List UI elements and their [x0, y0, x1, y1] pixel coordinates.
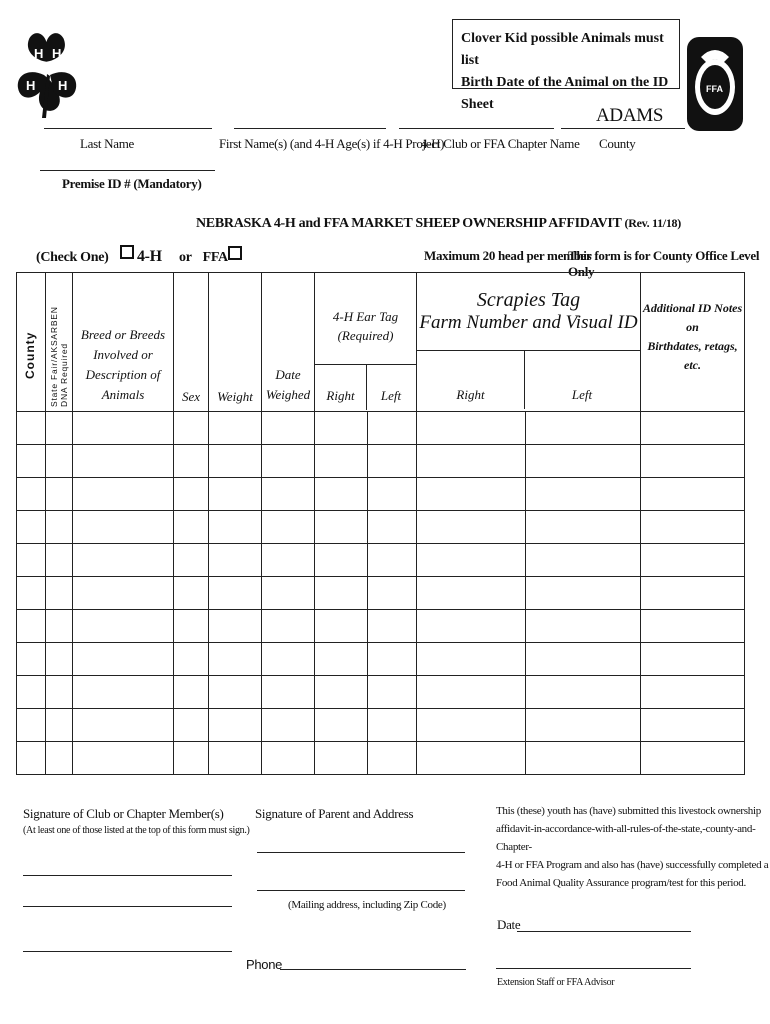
- club-name-label: 4-H Club or FFA Chapter Name: [421, 136, 580, 151]
- cell-breed[interactable]: [73, 742, 174, 775]
- sheep-ownership-table: [16, 272, 745, 775]
- check-one-row: [36, 248, 242, 266]
- cell-eartag-right[interactable]: [315, 643, 368, 676]
- cell-breed[interactable]: [73, 412, 174, 445]
- ffa-option-label: FFA: [202, 250, 228, 265]
- check-one-label: (Check One): [36, 250, 109, 265]
- cell-eartag-left[interactable]: [368, 742, 417, 775]
- col-notes-header: [641, 273, 745, 412]
- col-scrapie-header: [417, 273, 641, 412]
- cell-eartag-left[interactable]: [368, 577, 417, 610]
- cell-eartag-left[interactable]: [368, 643, 417, 676]
- cell-state-fair[interactable]: [46, 643, 73, 676]
- cell-state-fair[interactable]: [46, 412, 73, 445]
- cell-notes[interactable]: [641, 445, 745, 478]
- member-signature-line-2[interactable]: [23, 906, 232, 907]
- col-breed-header: [73, 273, 174, 412]
- last-name-line[interactable]: [44, 128, 212, 129]
- cell-weight[interactable]: [209, 412, 262, 445]
- cell-county[interactable]: [17, 577, 46, 610]
- col-breed-label-2: Involved or: [93, 347, 153, 362]
- county-office-note: This form is for County Office Level Only: [568, 248, 760, 279]
- cell-weight[interactable]: [209, 742, 262, 775]
- cell-scrapie-right[interactable]: [417, 544, 526, 577]
- cell-date[interactable]: [262, 709, 315, 742]
- max-head-note: Maximum 20 head per member: [424, 248, 592, 263]
- svg-text:H: H: [58, 78, 68, 93]
- cell-eartag-left[interactable]: [368, 676, 417, 709]
- statement-line-1: This (these) youth has (have) submitted this livestock ownership: [496, 805, 761, 817]
- cell-state-fair[interactable]: [46, 742, 73, 775]
- cell-notes[interactable]: [641, 511, 745, 544]
- premise-id-label: Premise ID # (Mandatory): [62, 176, 202, 191]
- cell-eartag-left[interactable]: [368, 412, 417, 445]
- statement-line-3: 4-H or FFA Program and also has (have) successfully completed a: [496, 859, 769, 871]
- cell-weight[interactable]: [209, 577, 262, 610]
- cell-notes[interactable]: [641, 742, 745, 775]
- county-value: ADAMS: [596, 105, 664, 126]
- certification-statement: [496, 802, 770, 892]
- cell-scrapie-left[interactable]: [526, 544, 641, 577]
- cell-county[interactable]: [17, 478, 46, 511]
- cell-county[interactable]: [17, 610, 46, 643]
- date-line[interactable]: [517, 931, 691, 932]
- cell-weight[interactable]: [209, 511, 262, 544]
- col-breed-label-4: Animals: [101, 387, 145, 402]
- cell-eartag-left[interactable]: [368, 709, 417, 742]
- cell-breed[interactable]: [73, 643, 174, 676]
- cell-date[interactable]: [262, 577, 315, 610]
- cell-sex[interactable]: [174, 577, 209, 610]
- cell-state-fair[interactable]: [46, 610, 73, 643]
- notice-line-2: Birth Date of the Animal on the ID Sheet: [461, 75, 669, 112]
- parent-signature-line[interactable]: [257, 852, 465, 853]
- cell-scrapie-left[interactable]: [526, 445, 641, 478]
- cell-notes[interactable]: [641, 412, 745, 445]
- parent-signature-label: Signature of Parent and Address: [255, 806, 414, 821]
- member-signature-label: Signature of Club or Chapter Member(s): [23, 806, 224, 821]
- mailing-address-note: (Mailing address, including Zip Code): [288, 899, 446, 911]
- cell-county[interactable]: [17, 445, 46, 478]
- col-eartag-header: [315, 273, 417, 412]
- col-county-header: [17, 273, 46, 412]
- extension-staff-label: Extension Staff or FFA Advisor: [497, 977, 615, 988]
- last-name-label: Last Name: [80, 136, 134, 151]
- form-title-main: NEBRASKA 4-H and FFA MARKET SHEEP OWNERSHIP AFFIDAVIT: [196, 216, 622, 231]
- cell-state-fair[interactable]: [46, 511, 73, 544]
- date-label: Date: [497, 917, 521, 932]
- table-row: [17, 577, 745, 610]
- cell-breed[interactable]: [73, 610, 174, 643]
- member-signature-note: (At least one of those listed at the top of this form must sign.): [23, 825, 250, 836]
- cell-eartag-left[interactable]: [368, 478, 417, 511]
- premise-id-line[interactable]: [40, 170, 215, 171]
- table-row: [17, 742, 745, 775]
- clover-kid-notice-box: [452, 19, 680, 112]
- cell-county[interactable]: [17, 511, 46, 544]
- cell-state-fair[interactable]: [46, 478, 73, 511]
- cell-breed[interactable]: [73, 577, 174, 610]
- form-revision: (Rev. 11/18): [624, 216, 681, 230]
- cell-sex[interactable]: [174, 610, 209, 643]
- scrapie-left-label: Left: [571, 387, 593, 402]
- cell-breed[interactable]: [73, 511, 174, 544]
- cell-state-fair[interactable]: [46, 676, 73, 709]
- first-name-label: First Name(s) (and 4-H Age(s) if 4-H Project): [219, 136, 445, 151]
- cell-weight[interactable]: [209, 544, 262, 577]
- cell-eartag-left[interactable]: [368, 610, 417, 643]
- phone-line[interactable]: [280, 969, 466, 970]
- cell-breed[interactable]: [73, 544, 174, 577]
- cell-scrapie-right[interactable]: [417, 511, 526, 544]
- col-weight-header: Weight: [209, 273, 262, 412]
- cell-notes[interactable]: [641, 643, 745, 676]
- notice-line-1: Clover Kid possible Animals must list: [461, 31, 664, 68]
- parent-address-line[interactable]: [257, 890, 465, 891]
- col-state-fair-label-1: State Fair/AKSARBEN: [49, 306, 59, 407]
- cell-eartag-right[interactable]: [315, 709, 368, 742]
- cell-date[interactable]: [262, 478, 315, 511]
- table-row: [17, 445, 745, 478]
- col-breed-label-1: Breed or Breeds: [80, 327, 166, 342]
- col-date-label-2: Weighed: [265, 387, 311, 402]
- 4h-option-label: 4-H: [136, 248, 162, 265]
- statement-line-2: affidavit-in-accordance-with-all-rules-of-the-state,-county-and-Chapter-: [496, 823, 756, 853]
- scrapie-label-2: Farm Number and Visual ID: [419, 312, 638, 333]
- eartag-left-label: Left: [380, 388, 402, 403]
- cell-scrapie-left[interactable]: [526, 643, 641, 676]
- cell-county[interactable]: [17, 643, 46, 676]
- cell-county[interactable]: [17, 544, 46, 577]
- or-label: or: [179, 250, 192, 265]
- cell-scrapie-left[interactable]: [526, 577, 641, 610]
- cell-sex[interactable]: [174, 709, 209, 742]
- member-signature-line-3[interactable]: [23, 951, 232, 952]
- table-row: [17, 544, 745, 577]
- cell-scrapie-left[interactable]: [526, 610, 641, 643]
- cell-state-fair[interactable]: [46, 445, 73, 478]
- club-name-line[interactable]: [399, 128, 554, 129]
- cell-eartag-right[interactable]: [315, 676, 368, 709]
- notes-label-2: Birthdates, retags, etc.: [647, 339, 738, 372]
- svg-text:H: H: [26, 78, 36, 93]
- cell-weight[interactable]: [209, 445, 262, 478]
- cell-date[interactable]: [262, 643, 315, 676]
- cell-state-fair[interactable]: [46, 544, 73, 577]
- cell-scrapie-left[interactable]: [526, 511, 641, 544]
- svg-text:H: H: [34, 46, 44, 61]
- cell-eartag-right[interactable]: [315, 511, 368, 544]
- county-label: County: [599, 136, 636, 151]
- cell-eartag-left[interactable]: [368, 544, 417, 577]
- cell-date[interactable]: [262, 676, 315, 709]
- eartag-right-label: Right: [315, 365, 367, 410]
- cell-date[interactable]: [262, 445, 315, 478]
- cell-scrapie-left[interactable]: [526, 478, 641, 511]
- table-row: [17, 676, 745, 709]
- cell-scrapie-right[interactable]: [417, 709, 526, 742]
- cell-date[interactable]: [262, 610, 315, 643]
- cell-scrapie-right[interactable]: [417, 577, 526, 610]
- cell-weight[interactable]: [209, 610, 262, 643]
- col-state-fair-label-2: DNA Required: [59, 343, 69, 407]
- eartag-label-2: (Required): [337, 328, 394, 343]
- table-row: [17, 412, 745, 445]
- cell-eartag-right[interactable]: [315, 742, 368, 775]
- cell-scrapie-right[interactable]: [417, 643, 526, 676]
- member-signature-line-1[interactable]: [23, 875, 232, 876]
- cell-eartag-left[interactable]: [368, 445, 417, 478]
- cell-sex[interactable]: [174, 544, 209, 577]
- phone-label: Phone: [246, 957, 283, 972]
- cell-scrapie-right[interactable]: [417, 742, 526, 775]
- cell-scrapie-left[interactable]: [526, 709, 641, 742]
- cell-scrapie-right[interactable]: [417, 676, 526, 709]
- scrapie-right-label: Right: [417, 351, 525, 409]
- cell-weight[interactable]: [209, 709, 262, 742]
- cell-scrapie-right[interactable]: [417, 412, 526, 445]
- cell-eartag-right[interactable]: [315, 610, 368, 643]
- scrapie-label-1: Scrapies Tag: [476, 289, 581, 311]
- cell-scrapie-right[interactable]: [417, 478, 526, 511]
- cell-date[interactable]: [262, 511, 315, 544]
- cell-sex[interactable]: [174, 412, 209, 445]
- cell-sex[interactable]: [174, 643, 209, 676]
- cell-eartag-right[interactable]: [315, 412, 368, 445]
- cell-breed[interactable]: [73, 709, 174, 742]
- cell-breed[interactable]: [73, 478, 174, 511]
- cell-notes[interactable]: [641, 478, 745, 511]
- cell-state-fair[interactable]: [46, 577, 73, 610]
- cell-date[interactable]: [262, 544, 315, 577]
- cell-weight[interactable]: [209, 643, 262, 676]
- table-row: [17, 709, 745, 742]
- cell-weight[interactable]: [209, 478, 262, 511]
- cell-eartag-right[interactable]: [315, 544, 368, 577]
- cell-date[interactable]: [262, 412, 315, 445]
- form-title: [196, 216, 681, 232]
- col-sex-header: Sex: [174, 273, 209, 412]
- table-row: [17, 643, 745, 676]
- cell-notes[interactable]: [641, 676, 745, 709]
- cell-date[interactable]: [262, 742, 315, 775]
- 4h-checkbox[interactable]: [120, 245, 134, 259]
- cell-county[interactable]: [17, 676, 46, 709]
- cell-scrapie-left[interactable]: [526, 742, 641, 775]
- cell-sex[interactable]: [174, 478, 209, 511]
- table-row: [17, 511, 745, 544]
- col-date-label-1: Date: [275, 367, 301, 382]
- cell-notes[interactable]: [641, 577, 745, 610]
- extension-signature-line[interactable]: [496, 968, 691, 969]
- col-date-header: [262, 273, 315, 412]
- svg-text:FFA: FFA: [706, 84, 723, 94]
- ffa-emblem-logo: [687, 37, 743, 131]
- table-row: [17, 478, 745, 511]
- statement-line-4: Food Animal Quality Assurance program/test for this period.: [496, 877, 746, 889]
- svg-text:H: H: [52, 46, 62, 61]
- cell-scrapie-left[interactable]: [526, 412, 641, 445]
- col-breed-label-3: Description of: [85, 367, 161, 382]
- ffa-checkbox[interactable]: [228, 246, 242, 260]
- cell-county[interactable]: [17, 742, 46, 775]
- col-state-fair-header: [46, 273, 73, 412]
- cell-eartag-right[interactable]: [315, 577, 368, 610]
- cell-scrapie-right[interactable]: [417, 445, 526, 478]
- eartag-label-1: 4-H Ear Tag: [332, 309, 399, 324]
- county-line[interactable]: [561, 128, 685, 129]
- cell-scrapie-right[interactable]: [417, 610, 526, 643]
- cell-state-fair[interactable]: [46, 709, 73, 742]
- cell-eartag-left[interactable]: [368, 511, 417, 544]
- table-row: [17, 610, 745, 643]
- col-county-label: County: [23, 331, 37, 379]
- 4h-clover-logo: [14, 30, 80, 120]
- cell-sex[interactable]: [174, 445, 209, 478]
- cell-sex[interactable]: [174, 742, 209, 775]
- cell-weight[interactable]: [209, 676, 262, 709]
- table-body: [17, 412, 745, 775]
- cell-scrapie-left[interactable]: [526, 676, 641, 709]
- cell-eartag-right[interactable]: [315, 445, 368, 478]
- cell-sex[interactable]: [174, 676, 209, 709]
- cell-county[interactable]: [17, 412, 46, 445]
- cell-county[interactable]: [17, 709, 46, 742]
- cell-notes[interactable]: [641, 610, 745, 643]
- cell-eartag-right[interactable]: [315, 478, 368, 511]
- cell-breed[interactable]: [73, 445, 174, 478]
- notes-label-1: Additional ID Notes on: [642, 301, 743, 334]
- cell-breed[interactable]: [73, 676, 174, 709]
- cell-sex[interactable]: [174, 511, 209, 544]
- cell-notes[interactable]: [641, 709, 745, 742]
- first-name-line[interactable]: [234, 128, 386, 129]
- cell-notes[interactable]: [641, 544, 745, 577]
